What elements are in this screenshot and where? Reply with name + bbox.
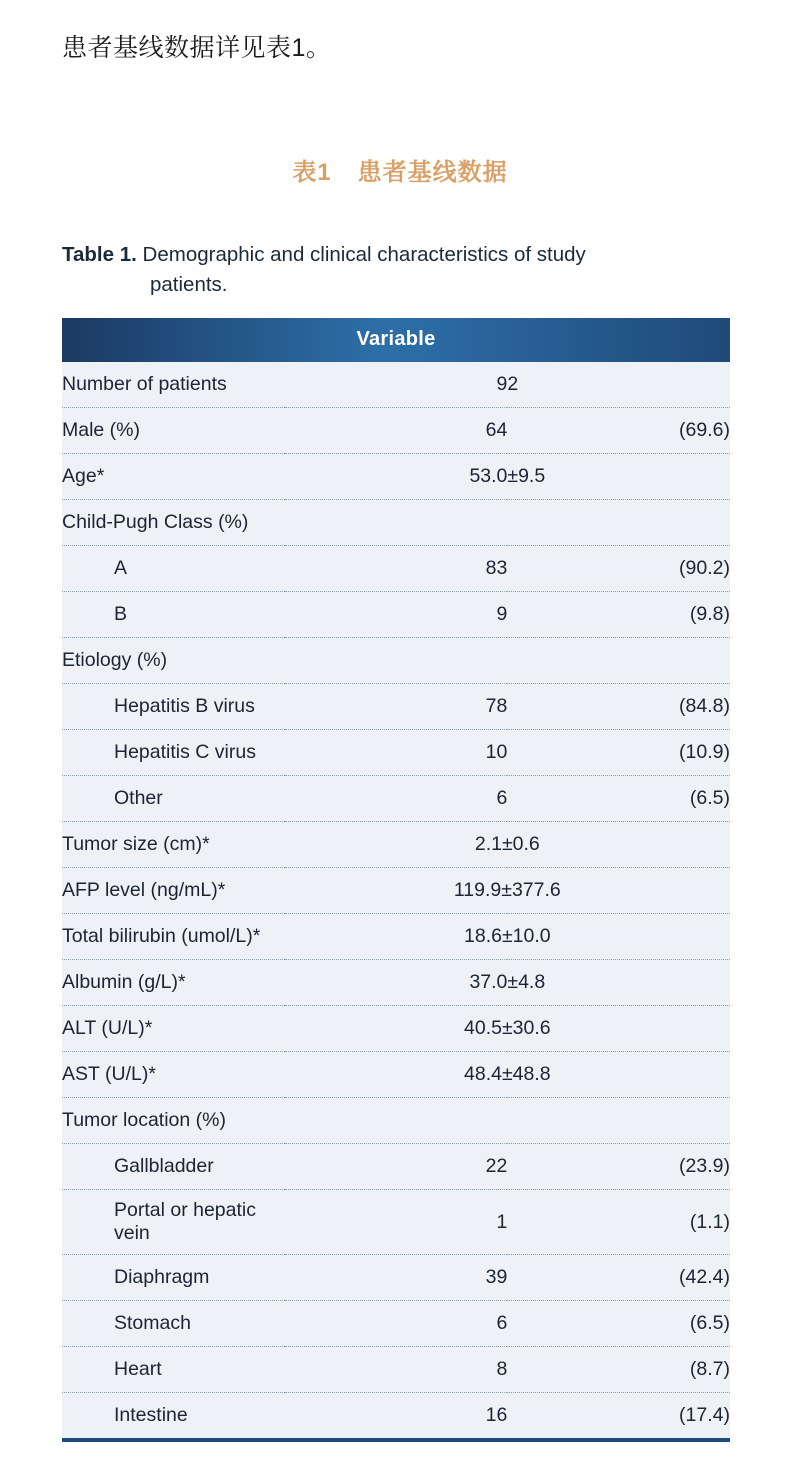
table-cell-label: Total bilirubin (umol/L)*: [62, 914, 285, 960]
figure-title-line2: patients.: [150, 273, 228, 296]
table-row: [62, 454, 730, 500]
table-cell-percent: (69.6): [507, 408, 730, 454]
table-cell-value: 40.5±30.6: [285, 1006, 730, 1052]
table-row: [62, 1052, 730, 1098]
table-row: [62, 638, 730, 684]
table-cell-count: 39: [285, 1255, 508, 1301]
table-cell-count: 9: [285, 592, 508, 638]
table-cell-percent: (10.9): [507, 730, 730, 776]
table-row: [62, 1098, 730, 1144]
figure-label: Table 1.: [62, 243, 137, 266]
table-cell-value: [285, 1098, 730, 1144]
table-cell-label: Tumor size (cm)*: [62, 822, 285, 868]
table-cell-count: 64: [285, 408, 508, 454]
table-cell-count: 83: [285, 546, 508, 592]
table-caption-title: 患者基线数据: [357, 159, 508, 186]
table-row: [62, 500, 730, 546]
table-cell-label: Hepatitis B virus: [62, 684, 285, 730]
table-row: [62, 1190, 730, 1255]
table-cell-label: Tumor location (%): [62, 1098, 285, 1144]
table-head: [62, 318, 730, 362]
figure-title-line1: Demographic and clinical characteristics of study: [142, 243, 586, 266]
table-cell-count: 6: [285, 1301, 508, 1347]
table-header-variable: Variable: [62, 318, 730, 362]
table-row: [62, 408, 730, 454]
table-cell-percent: (6.5): [507, 776, 730, 822]
table-cell-value: 48.4±48.8: [285, 1052, 730, 1098]
table-row: [62, 730, 730, 776]
table-cell-label: A: [62, 546, 285, 592]
table-cell-count: 78: [285, 684, 508, 730]
table-row: [62, 822, 730, 868]
table-cell-label: Hepatitis C virus: [62, 730, 285, 776]
table-cell-value: 37.0±4.8: [285, 960, 730, 1006]
table-row: [62, 776, 730, 822]
table-cell-label: Age*: [62, 454, 285, 500]
table-cell-label: Heart: [62, 1347, 285, 1393]
table-caption-number: 表1: [292, 159, 332, 186]
table-cell-label: AFP level (ng/mL)*: [62, 868, 285, 914]
table-cell-percent: (8.7): [507, 1347, 730, 1393]
table-cell-percent: (84.8): [507, 684, 730, 730]
table-cell-value: [285, 500, 730, 546]
table-bottom-rule: [62, 1438, 730, 1442]
table-cell-percent: (1.1): [507, 1190, 730, 1255]
table-cell-value: 119.9±377.6: [285, 868, 730, 914]
table-cell-percent: (9.8): [507, 592, 730, 638]
table-cell-value: 53.0±9.5: [285, 454, 730, 500]
table-row: [62, 1393, 730, 1439]
figure-title: [62, 240, 682, 300]
table-cell-value: 18.6±10.0: [285, 914, 730, 960]
table-cell-count: 22: [285, 1144, 508, 1190]
table-row: [62, 1006, 730, 1052]
table-row: [62, 684, 730, 730]
table-row: [62, 1144, 730, 1190]
table-row: [62, 1347, 730, 1393]
intro-paragraph: 患者基线数据详见表1。: [62, 34, 332, 62]
table-row: [62, 960, 730, 1006]
table-cell-label: Stomach: [62, 1301, 285, 1347]
table-cell-percent: (90.2): [507, 546, 730, 592]
table-container: [62, 318, 734, 1442]
table-row: [62, 1255, 730, 1301]
table-cell-count: 16: [485, 1404, 508, 1426]
table-cell-label: Male (%): [62, 408, 285, 454]
table-cell-label: Diaphragm: [62, 1255, 285, 1301]
characteristics-table: [62, 318, 730, 1438]
table-cell-count: 6: [285, 776, 508, 822]
table-row: [62, 546, 730, 592]
table-body: [62, 362, 730, 1438]
table-cell-label: AST (U/L)*: [62, 1052, 285, 1098]
table-cell-label: Child-Pugh Class (%): [62, 500, 285, 546]
table-row: [62, 868, 730, 914]
table-row: [62, 1301, 730, 1347]
table-row: [62, 362, 730, 408]
table-header-row: [62, 318, 730, 362]
table-cell-label: Etiology (%): [62, 638, 285, 684]
table-cell-value: 2.1±0.6: [285, 822, 730, 868]
table-cell-count: 1: [285, 1190, 508, 1255]
table-cell-percent: (17.4): [679, 1404, 730, 1426]
table-cell-label: Number of patients: [62, 362, 285, 408]
table-row: [62, 914, 730, 960]
table-cell-label: Gallbladder: [62, 1144, 285, 1190]
table-cell-label: Albumin (g/L)*: [62, 960, 285, 1006]
table-cell-percent: (23.9): [507, 1144, 730, 1190]
table-cell-label: Intestine: [114, 1404, 188, 1426]
table-cell-value: 92: [285, 362, 730, 408]
table-cell-label: Other: [62, 776, 285, 822]
table-caption: [0, 152, 800, 187]
table-cell-count: 10: [285, 730, 508, 776]
table-cell-count: 8: [285, 1347, 508, 1393]
table-cell-value: [285, 638, 730, 684]
table-cell-percent: (6.5): [507, 1301, 730, 1347]
table-cell-label: ALT (U/L)*: [62, 1006, 285, 1052]
table-cell-label: B: [62, 592, 285, 638]
table-cell-percent: (42.4): [507, 1255, 730, 1301]
table-row: [62, 592, 730, 638]
table-cell-label: Portal or hepatic vein: [62, 1190, 285, 1255]
table-figure: [62, 240, 734, 1442]
